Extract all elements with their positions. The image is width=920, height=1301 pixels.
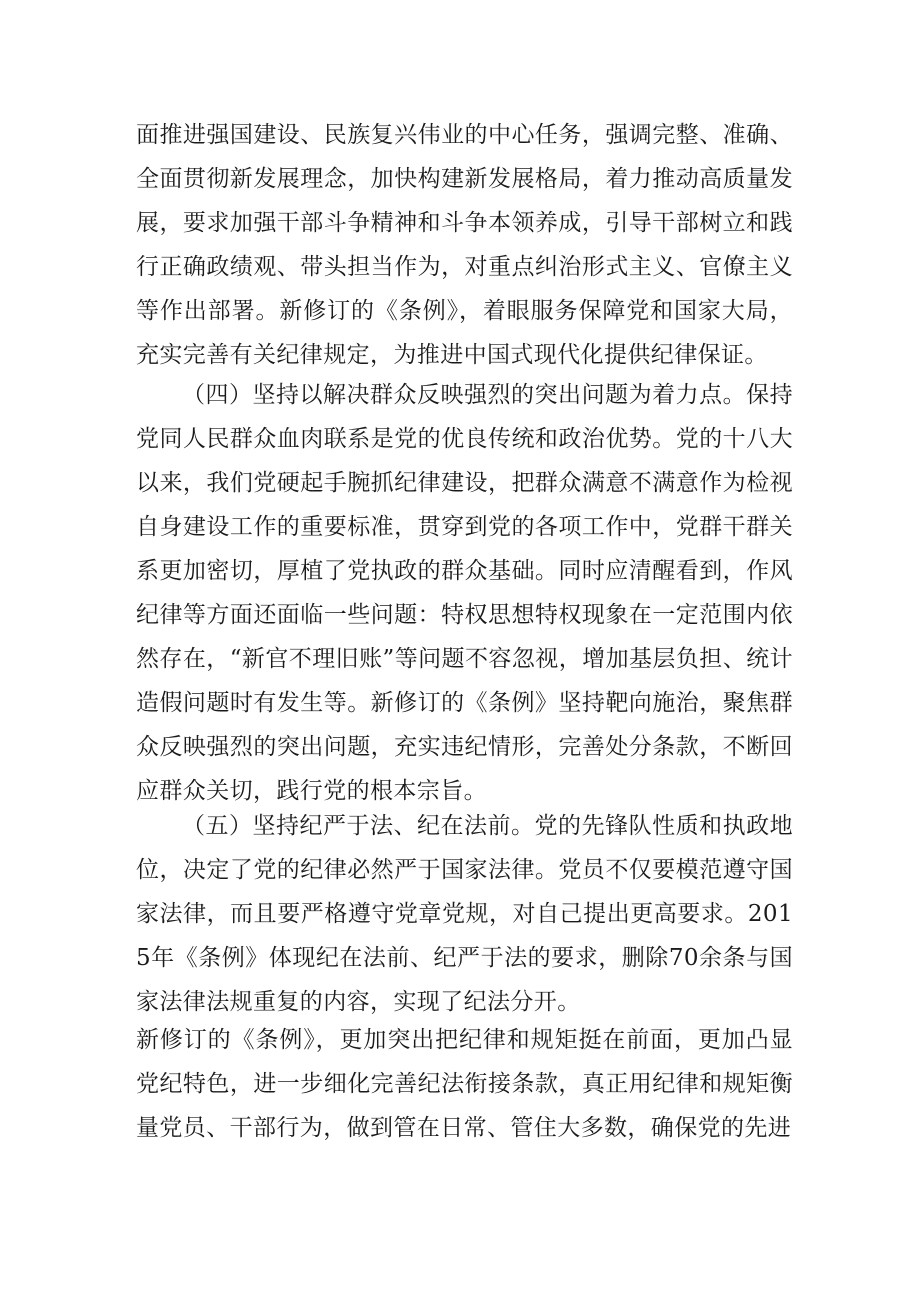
paragraph-new-regulations [136, 1018, 793, 1150]
paragraph-continuation [136, 113, 793, 377]
paragraph-text: 新修订的《条例》，更加突出把纪律和规矩挺在前面，更加凸显党纪特色，进一步细化完善纪法衔接条款，真正用纪律和规矩衡量党员、干部行为，做到管在日常、管住大多数，确保党的先进 [136, 1027, 793, 1141]
paragraph-text: （五）坚持纪严于法、纪在法前。党的先锋队性质和执政地位，决定了党的纪律必然严于国家法律。党员不仅要模范遵守国家法律，而且要严格遵守党章党规，对自己提出更高要求。2015年《条例》体现纪在法前、纪严于法的要求，删除70余条与国家法律法规重复的内容，实现了纪法分开。 [136, 813, 793, 1015]
paragraph-text: （四）坚持以解决群众反映强烈的突出问题为着力点。保持党同人民群众血肉联系是党的优良传统和政治优势。党的十八大以来，我们党硬起手腕抓纪律建设，把群众满意不满意作为检视自身建设工作的重要标准，贯穿到党的各项工作中，党群干群关系更加密切，厚植了党执政的群众基础。同时应清醒看到，作风纪律等方面还面临一些问题：特权思想特权现象在一定范围内依然存在，“新官不理旧账”等问题不容忽视，增加基层负担、统计造假问题时有发生等。新修订的《条例》坚持靶向施治，聚焦群众反映强烈的突出问题，充实违纪情形，完善处分条款，不断回应群众关切，践行党的根本宗旨。 [136, 382, 793, 804]
paragraph-section-four [136, 373, 793, 813]
paragraph-section-five [136, 804, 793, 1024]
paragraph-text: 面推进强国建设、民族复兴伟业的中心任务，强调完整、准确、全面贯彻新发展理念，加快构建新发展格局，着力推动高质量发展，要求加强干部斗争精神和斗争本领养成，引导干部树立和践行正确政绩观、带头担当作为，对重点纠治形式主义、官僚主义等作出部署。新修订的《条例》，着眼服务保障党和国家大局，充实完善有关纪律规定，为推进中国式现代化提供纪律保证。 [136, 122, 793, 368]
